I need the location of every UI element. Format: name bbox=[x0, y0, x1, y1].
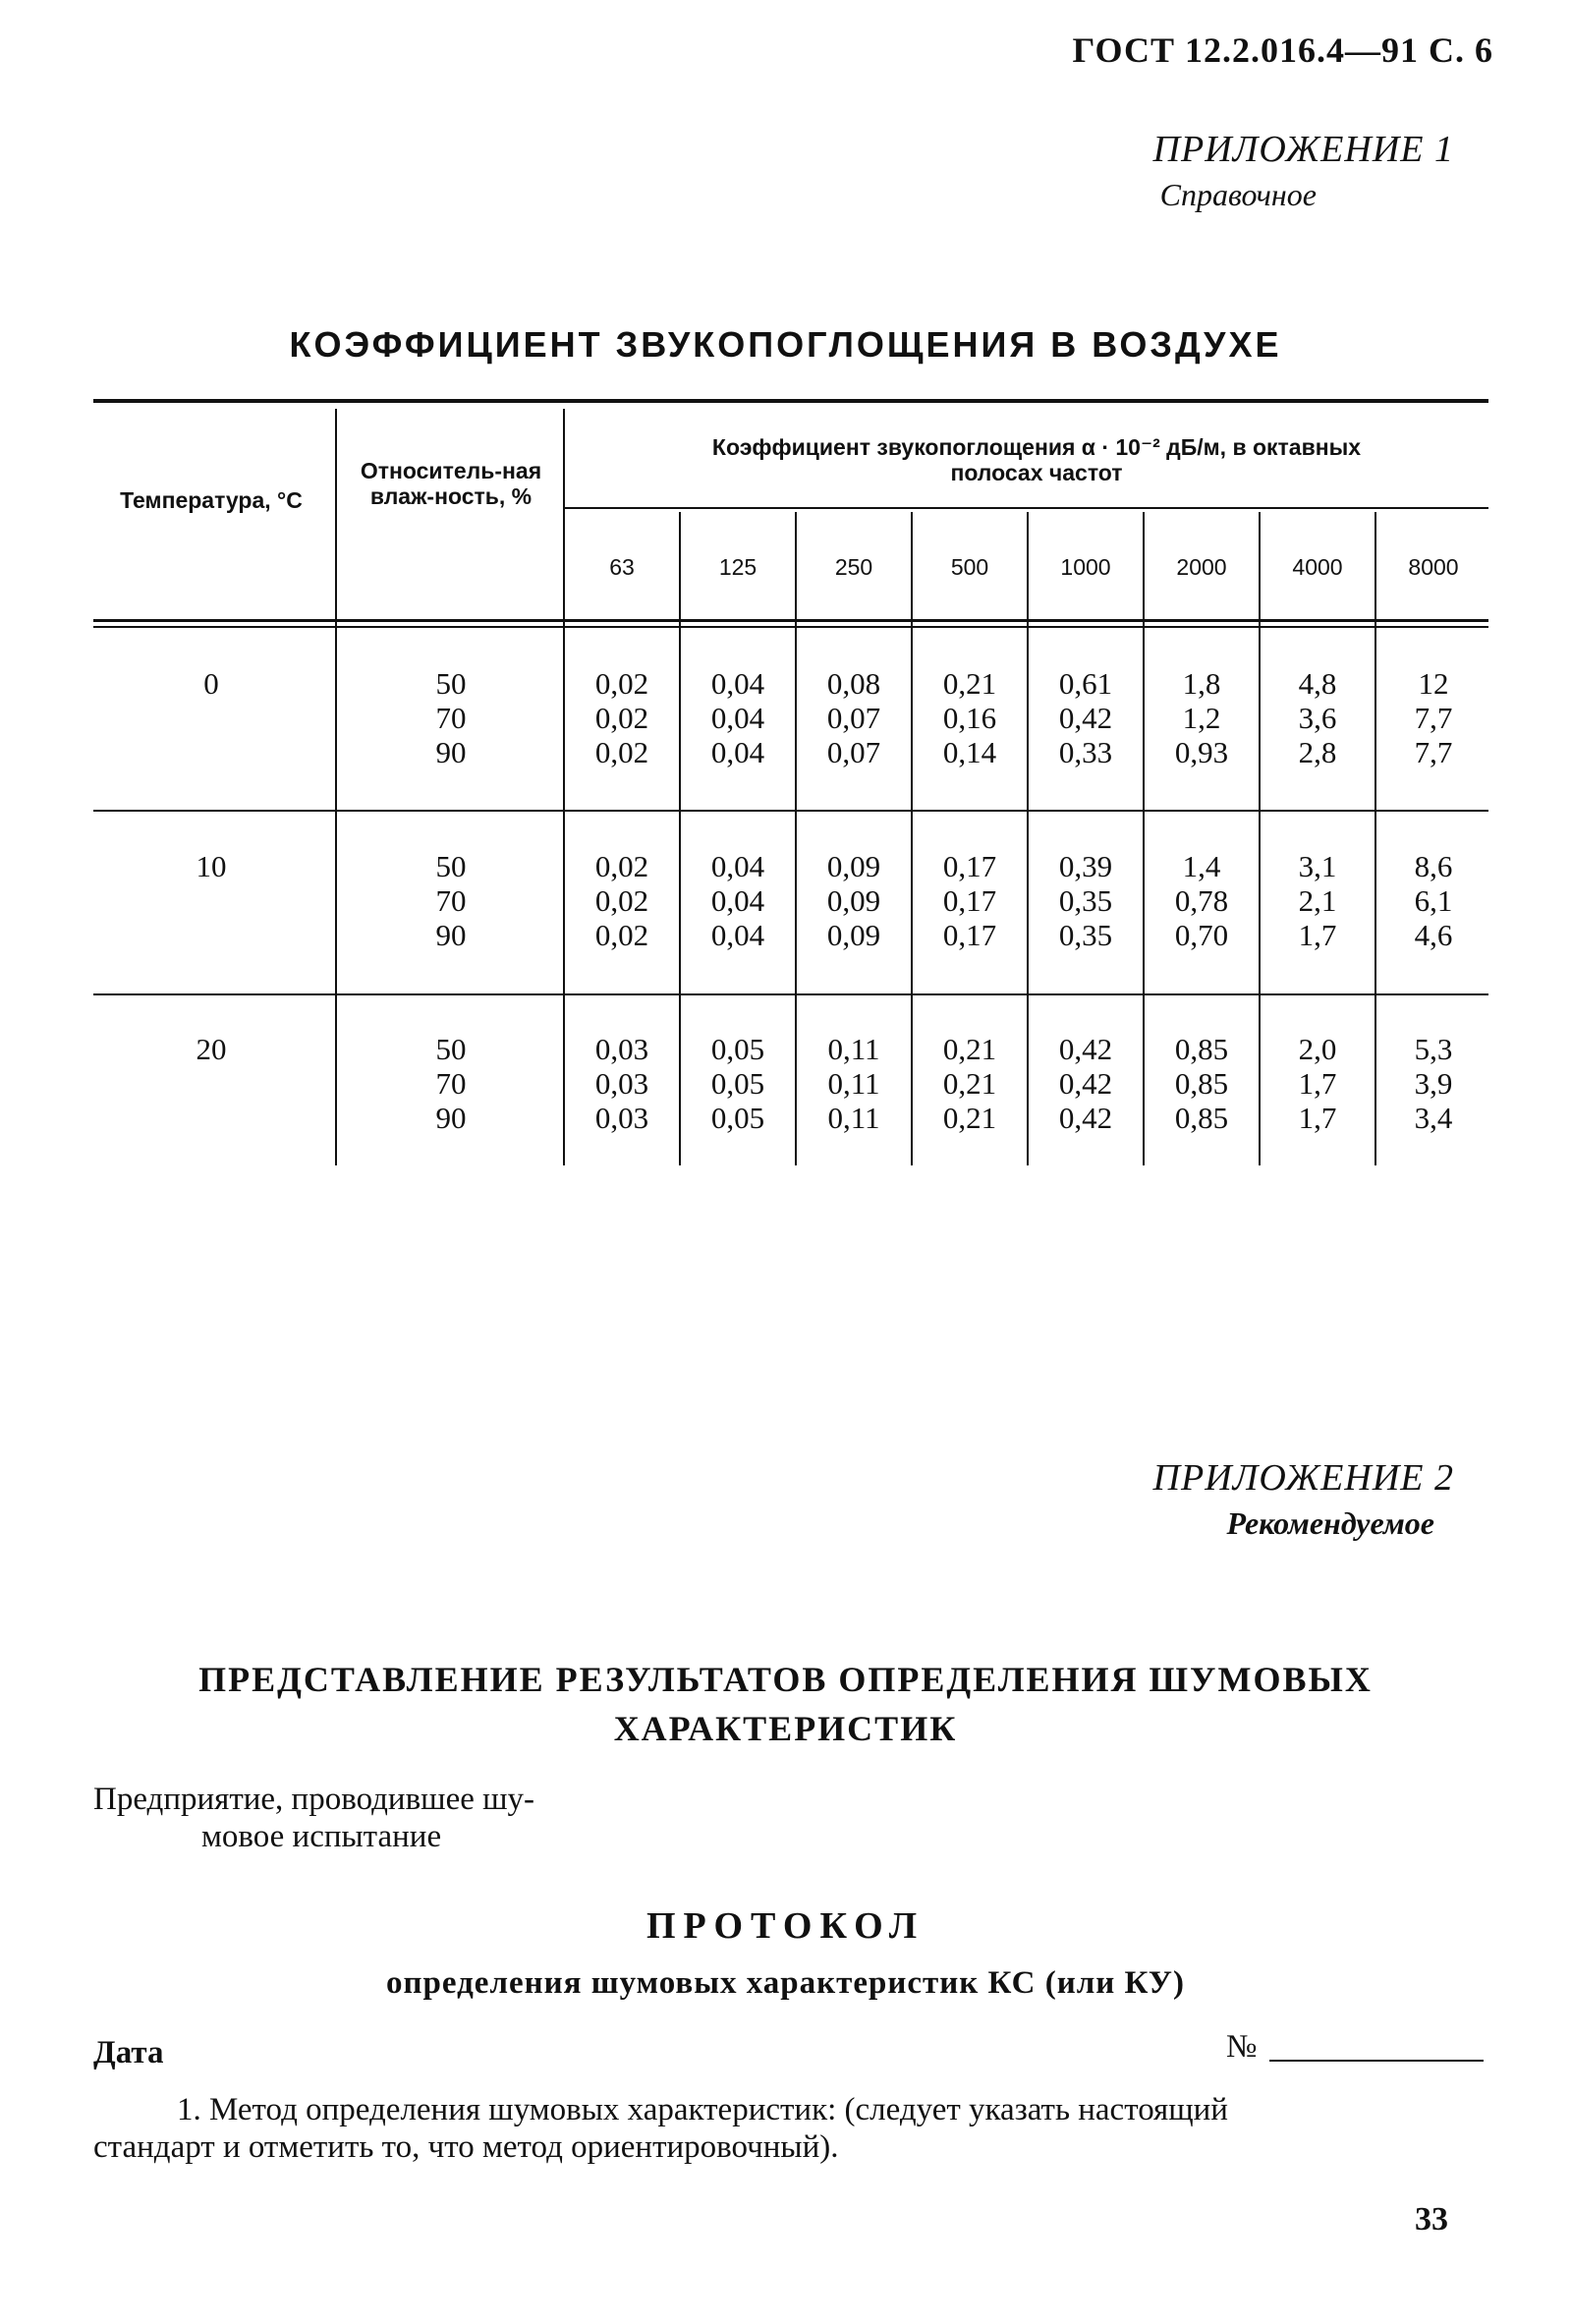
table-cell: 0,11 0,11 0,11 bbox=[827, 1032, 880, 1135]
freq-header: 1000 bbox=[1060, 554, 1111, 580]
column-divider bbox=[335, 409, 337, 1165]
item-1-line1: 1. Метод определения шумовых характеристик: (следует указать настоящий bbox=[177, 2092, 1228, 2127]
table-cell: 1,8 1,2 0,93 bbox=[1174, 666, 1229, 769]
row-separator bbox=[93, 993, 1488, 995]
table-cell: 0,02 0,02 0,02 bbox=[594, 666, 649, 769]
table-cell: 0,21 0,16 0,14 bbox=[942, 666, 997, 769]
freq-header: 2000 bbox=[1176, 554, 1227, 580]
col-humidity-header: Относитель-ная влаж-ность, % bbox=[360, 458, 542, 509]
document-reference: ГОСТ 12.2.016.4—91 С. 6 bbox=[1072, 30, 1493, 70]
freq-header: 125 bbox=[718, 554, 757, 580]
row-humidity: 50 70 90 bbox=[435, 666, 467, 769]
appendix-2-heading-line2: ХАРАКТЕРИСТИК bbox=[613, 1709, 958, 1748]
group-header: Коэффициент звукопоглощения α · 10⁻² дБ/м, в октавных полосах частот bbox=[711, 434, 1362, 485]
appendix-1-heading: КОЭФФИЦИЕНТ ЗВУКОПОГЛОЩЕНИЯ В ВОЗДУХЕ bbox=[289, 324, 1282, 365]
appendix-1-title: ПРИЛОЖЕНИЕ 1 bbox=[1152, 129, 1454, 170]
table-cell: 3,1 2,1 1,7 bbox=[1298, 849, 1337, 952]
table-header-rule bbox=[93, 619, 1488, 622]
appendix-2-subtitle: Рекомендуемое bbox=[1226, 1505, 1434, 1541]
table-cell: 4,8 3,6 2,8 bbox=[1298, 666, 1337, 769]
table-cell: 0,42 0,42 0,42 bbox=[1058, 1032, 1113, 1135]
table-cell: 0,08 0,07 0,07 bbox=[826, 666, 881, 769]
row-separator bbox=[93, 810, 1488, 812]
table-cell: 0,03 0,03 0,03 bbox=[594, 1032, 649, 1135]
freq-header: 250 bbox=[834, 554, 873, 580]
table-cell: 1,4 0,78 0,70 bbox=[1174, 849, 1229, 952]
protocol-title: ПРОТОКОЛ bbox=[645, 1905, 926, 1947]
date-label: Дата bbox=[93, 2035, 164, 2070]
freq-header: 500 bbox=[950, 554, 989, 580]
enterprise-label-line2: мовое испытание bbox=[201, 1819, 442, 1854]
group-header-rule bbox=[565, 507, 1488, 509]
table-cell: 8,6 6,1 4,6 bbox=[1414, 849, 1453, 952]
table-cell: 0,21 0,21 0,21 bbox=[942, 1032, 997, 1135]
table-header-rule-2 bbox=[93, 626, 1488, 628]
table-cell: 0,04 0,04 0,04 bbox=[710, 666, 765, 769]
page-number: 33 bbox=[1415, 2201, 1448, 2238]
appendix-2-title: ПРИЛОЖЕНИЕ 2 bbox=[1152, 1457, 1454, 1499]
item-1-line2: стандарт и отметить то, что метод ориентировочный). bbox=[93, 2129, 839, 2165]
appendix-1-subtitle: Справочное bbox=[1159, 177, 1317, 212]
table-cell: 0,09 0,09 0,09 bbox=[826, 849, 881, 952]
row-humidity: 50 70 90 bbox=[435, 849, 467, 952]
row-humidity: 50 70 90 bbox=[435, 1032, 467, 1135]
freq-header: 4000 bbox=[1292, 554, 1343, 580]
table-cell: 0,61 0,42 0,33 bbox=[1058, 666, 1113, 769]
row-temperature: 20 bbox=[196, 1032, 227, 1066]
table-cell: 5,3 3,9 3,4 bbox=[1414, 1032, 1453, 1135]
row-temperature: 0 bbox=[203, 666, 219, 701]
appendix-2-heading-line1: ПРЕДСТАВЛЕНИЕ РЕЗУЛЬТАТОВ ОПРЕДЕЛЕНИЯ ШУМОВЫХ bbox=[198, 1660, 1373, 1699]
freq-header: 8000 bbox=[1408, 554, 1459, 580]
enterprise-label-line1: Предприятие, проводившее шу- bbox=[93, 1782, 535, 1817]
row-temperature: 10 bbox=[196, 849, 227, 883]
table-cell: 0,05 0,05 0,05 bbox=[710, 1032, 765, 1135]
table-cell: 0,17 0,17 0,17 bbox=[942, 849, 997, 952]
table-cell: 12 7,7 7,7 bbox=[1414, 666, 1453, 769]
freq-header: 63 bbox=[609, 554, 635, 580]
table-cell: 0,39 0,35 0,35 bbox=[1058, 849, 1113, 952]
table-cell: 0,02 0,02 0,02 bbox=[594, 849, 649, 952]
protocol-subtitle: определения шумовых характеристик КС (или КУ) bbox=[386, 1965, 1185, 2001]
table-cell: 2,0 1,7 1,7 bbox=[1298, 1032, 1337, 1135]
table-cell: 0,04 0,04 0,04 bbox=[710, 849, 765, 952]
number-label: № bbox=[1226, 2029, 1258, 2065]
table-cell: 0,85 0,85 0,85 bbox=[1174, 1032, 1229, 1135]
table-top-rule bbox=[93, 399, 1488, 403]
col-temperature-header: Температура, °С bbox=[120, 487, 303, 513]
number-field-line bbox=[1269, 2060, 1484, 2062]
